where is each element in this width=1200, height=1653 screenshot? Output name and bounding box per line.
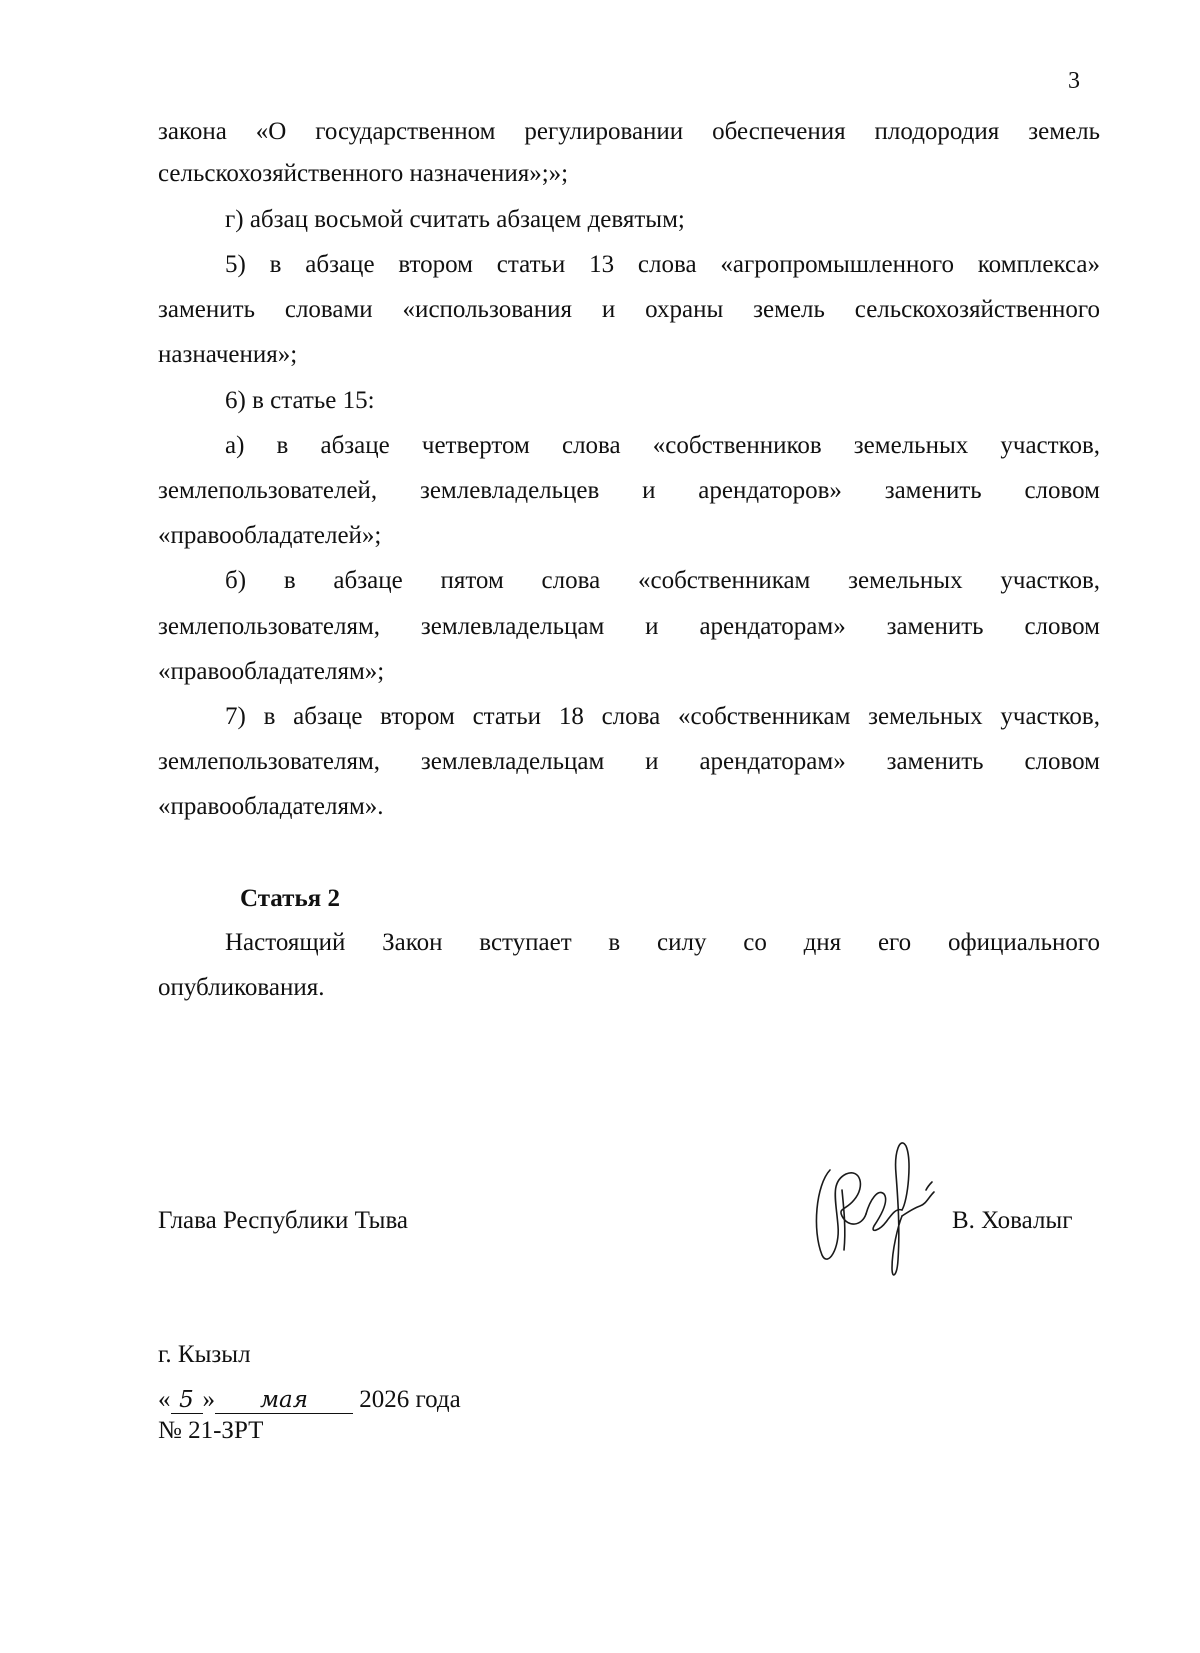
law-number: № 21-ЗРТ	[158, 1417, 264, 1444]
signatory-name: В. Ховалыг	[952, 1207, 1073, 1234]
body-line: сельскохозяйственного назначения»;»;	[158, 160, 569, 187]
date-day: 5	[171, 1387, 203, 1414]
body-line: г) абзац восьмой считать абзацем девятым;	[225, 206, 685, 233]
date-month: мая	[215, 1387, 353, 1414]
body-line: закона «О государственном регулировании обеспечения плодородия земель	[158, 118, 1100, 145]
body-line: 5) в абзаце втором статьи 13 слова «агропромышленного комплекса»	[225, 251, 1100, 278]
body-line: землепользователям, землевладельцам и арендаторам» заменить словом	[158, 613, 1100, 640]
body-line: 6) в статье 15:	[225, 387, 375, 414]
body-line: «правообладателей»;	[158, 522, 382, 549]
body-line: «правообладателям»;	[158, 658, 385, 685]
body-line: «правообладателям».	[158, 793, 384, 820]
body-line: а) в абзаце четвертом слова «собственников земельных участков,	[225, 432, 1100, 459]
body-line: б) в абзаце пятом слова «собственникам земельных участков,	[225, 567, 1100, 594]
page-number: 3	[1068, 68, 1080, 94]
article-2-text-line: Настоящий Закон вступает в силу со дня его официального	[225, 929, 1100, 956]
date-year: 2026 года	[359, 1386, 461, 1413]
article-2-text-line: опубликования.	[158, 974, 325, 1001]
date-close-quote: »	[202, 1386, 215, 1413]
handwritten-signature	[808, 1130, 938, 1280]
signatory-position: Глава Республики Тыва	[158, 1207, 409, 1234]
body-line: землепользователям, землевладельцам и арендаторам» заменить словом	[158, 748, 1100, 775]
signing-date	[158, 1383, 461, 1417]
body-line: заменить словами «использования и охраны земель сельскохозяйственного	[158, 296, 1100, 323]
body-line: назначения»;	[158, 341, 298, 368]
date-open-quote: «	[158, 1386, 171, 1413]
city: г. Кызыл	[158, 1341, 251, 1368]
body-line: 7) в абзаце втором статьи 18 слова «собственникам земельных участков,	[225, 703, 1100, 730]
body-line: землепользователей, землевладельцев и арендаторов» заменить словом	[158, 477, 1100, 504]
article-2-title: Статья 2	[240, 885, 340, 912]
